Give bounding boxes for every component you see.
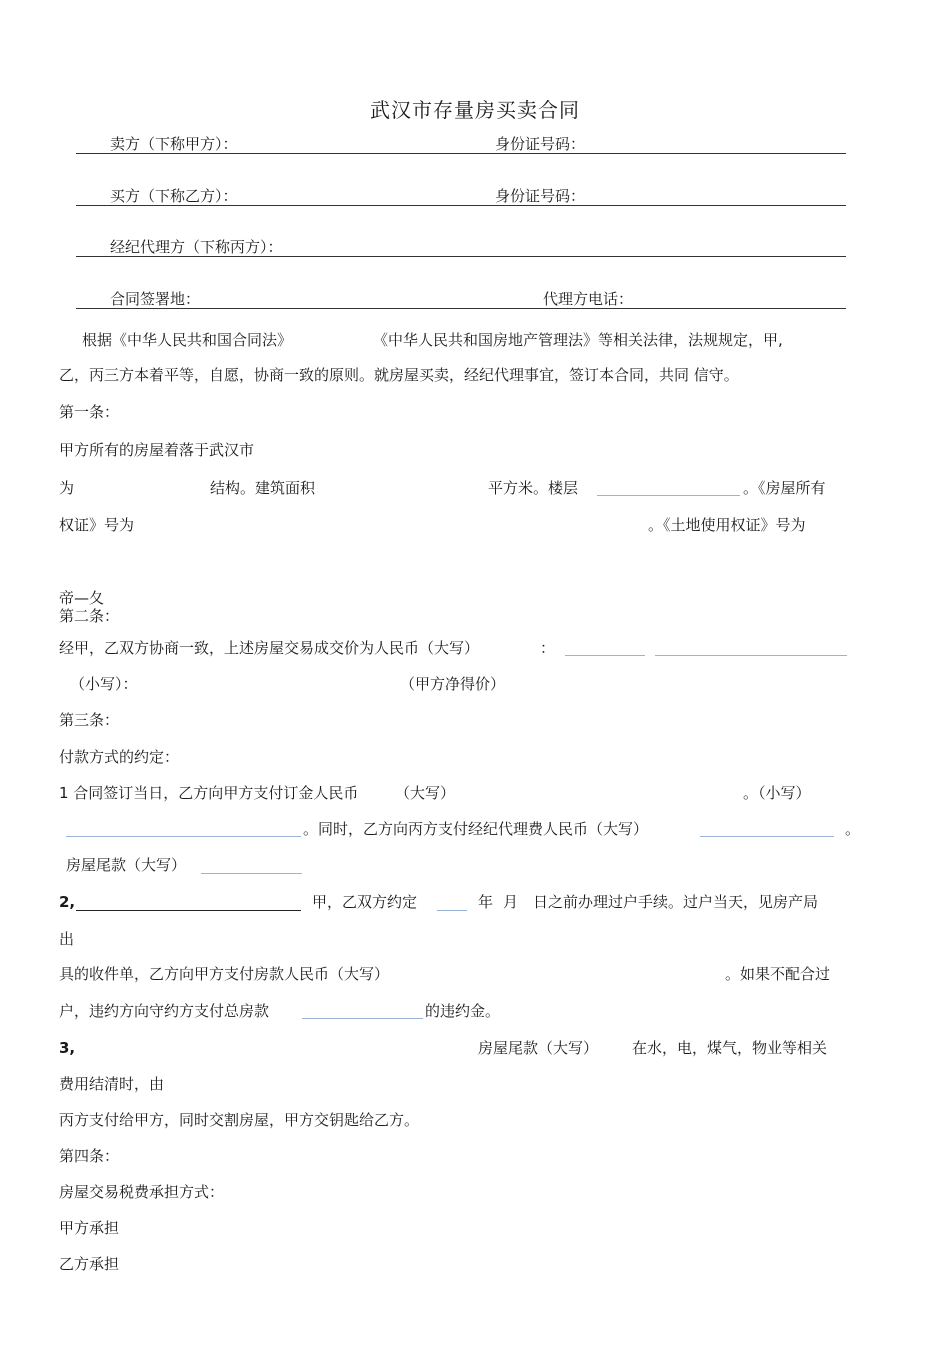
- article-3-item-3: 3,: [59, 1039, 76, 1057]
- article-3-item-2: 2,: [59, 893, 76, 911]
- article-1-text: 。《土地使用权证》号为: [648, 516, 806, 534]
- seller-line[interactable]: [76, 153, 846, 154]
- article-3-text: 房屋尾款（大写）: [66, 856, 187, 874]
- price-blank[interactable]: [655, 655, 847, 656]
- article-1-text: 。《房屋所有: [743, 479, 826, 497]
- article-3-text: 。（小写）: [743, 784, 811, 802]
- article-1-text: 平方米。楼层: [488, 479, 579, 497]
- article-3-text: 房屋尾款（大写）: [478, 1039, 599, 1057]
- article-3-text: 。同时，乙方向丙方支付经纪代理费人民币（大写）: [303, 820, 649, 838]
- article-3-text: 甲，乙双方约定: [312, 893, 418, 911]
- article-3-subheading: 付款方式的约定：: [59, 748, 180, 766]
- article-2-text: （小写）：: [70, 675, 138, 693]
- agent-phone-label: 代理方电话：: [543, 290, 634, 308]
- document-title: 武汉市存量房买卖合同: [370, 98, 580, 122]
- article-3-text: 费用结清时，由: [59, 1075, 165, 1093]
- article-3-heading: 第三条：: [59, 711, 120, 729]
- deposit-blank[interactable]: [66, 836, 301, 837]
- penalty-blank[interactable]: [302, 1018, 423, 1019]
- preamble-text: 根据《中华人民共和国合同法》: [82, 331, 293, 349]
- article-3-text: 丙方支付给甲方，同时交割房屋，甲方交钥匙给乙方。: [59, 1111, 420, 1129]
- article-3-text: 。: [845, 820, 861, 838]
- item-2-blank[interactable]: [76, 910, 301, 911]
- article-2-text: 经甲，乙双方协商一致，上述房屋交易成交价为人民币（大写）: [59, 639, 480, 657]
- article-4-text: 乙方承担: [59, 1255, 120, 1273]
- article-1-text: 甲方所有的房屋着落于武汉市: [59, 441, 255, 459]
- article-4-heading: 第四条：: [59, 1147, 120, 1165]
- price-blank[interactable]: [565, 655, 645, 656]
- article-4-text: 甲方承担: [59, 1219, 120, 1237]
- article-3-text: 1 合同签订当日，乙方向甲方支付订金人民币: [59, 784, 359, 802]
- article-2-heading: 第二条：: [59, 607, 120, 625]
- article-3-text: 。如果不配合过: [725, 965, 831, 983]
- article-3-text: 出: [59, 930, 75, 948]
- floor-blank[interactable]: [597, 495, 740, 496]
- article-3-text: 在水，电，煤气，物业等相关: [632, 1039, 828, 1057]
- article-3-text: 具的收件单，乙方向甲方支付房款人民币（大写）: [59, 965, 390, 983]
- seller-id-label: 身份证号码：: [495, 135, 586, 153]
- sign-place-label: 合同签署地：: [110, 290, 201, 308]
- balance-blank[interactable]: [201, 873, 302, 874]
- year-blank[interactable]: [437, 910, 467, 911]
- article-1-text: 为: [59, 479, 75, 497]
- preamble-text: 乙，丙三方本着平等，自愿，协商一致的原则。就房屋买卖，经纪代理事宜，签订本合同，共同 信守。: [59, 366, 739, 384]
- article-4-subheading: 房屋交易税费承担方式：: [59, 1183, 225, 1201]
- buyer-id-label: 身份证号码：: [495, 187, 586, 205]
- article-3-text: 的违约金。: [425, 1002, 501, 1020]
- agent-fee-blank[interactable]: [700, 836, 834, 837]
- article-2-text: ：: [540, 639, 556, 657]
- article-3-text: 月: [503, 893, 519, 911]
- article-2-text: （甲方净得价）: [400, 675, 506, 693]
- buyer-label: 买方（下称乙方）：: [110, 187, 238, 205]
- agent-label: 经纪代理方（下称丙方）：: [110, 238, 283, 256]
- buyer-line[interactable]: [76, 205, 846, 206]
- article-1-text: 权证》号为: [59, 516, 135, 534]
- article-1-heading: 第一条：: [59, 403, 120, 421]
- article-3-text: （大写）: [395, 784, 456, 802]
- article-1-text: 结构。建筑面积: [210, 479, 316, 497]
- article-1-text: 帝—夂: [59, 589, 105, 607]
- article-3-text: 日之前办理过户手续。过户当天，见房产局: [533, 893, 819, 911]
- article-3-text: 年: [478, 893, 494, 911]
- agent-line[interactable]: [76, 256, 846, 257]
- preamble-text: 《中华人民共和国房地产管理法》等相关法律，法规规定，甲,: [373, 331, 783, 349]
- article-3-text: 户，违约方向守约方支付总房款: [59, 1002, 270, 1020]
- seller-label: 卖方（下称甲方）：: [110, 135, 238, 153]
- sign-place-line[interactable]: [76, 308, 846, 309]
